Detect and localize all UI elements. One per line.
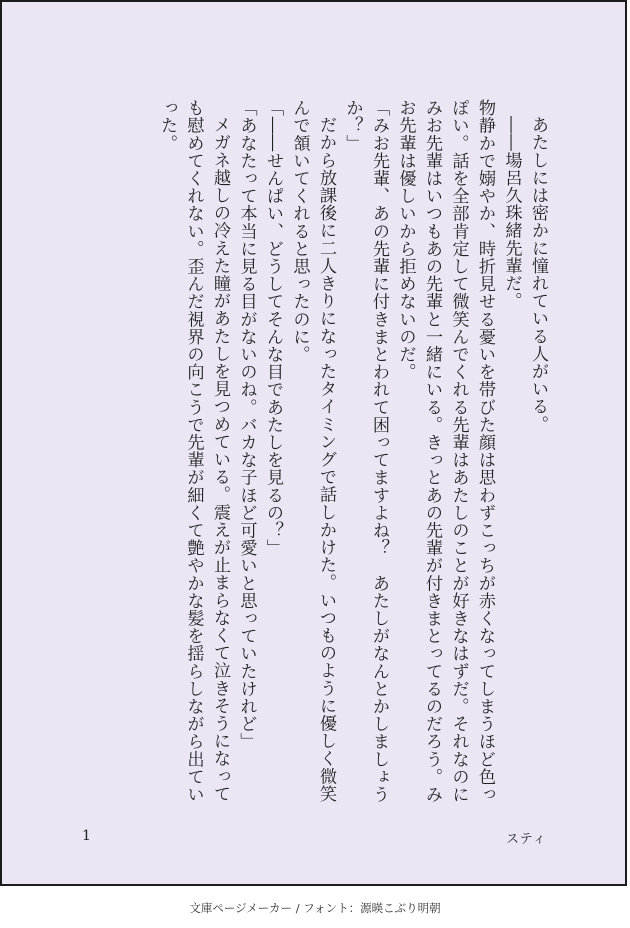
paragraph: 「あなたって本当に見る目がないのね。バカな子ほど可愛いと思っていたけれど」 [236,99,257,751]
page-number: 1 [82,828,91,844]
paragraph: ――場呂久珠緒先輩だ。 [501,116,522,310]
running-title: スティ [506,832,547,847]
paragraph: 「みお先輩、あの先輩に付きまとわれて困ってますよね？ あたしがなんとかしましょうか？」 [342,99,389,803]
novel-text-body [154,99,552,819]
paragraph: 「――せんぱい、どうしてそんな目であたしを見るの？」 [263,99,283,557]
paragraph: だから放課後に二人きりになったタイミングで話しかけた。いつものように優しく微笑んで頷いてくれると思ったのに。 [289,99,336,803]
paragraph: 物静かで嫋やか、時折見せる憂いを帯びた顔は思わずこっちが赤くなってしまうほど色っぽい。話を全部肯定して微笑んでくれる先輩はあたしのことが好きなはずだ。それなのにみお先輩はいつもあの先輩と一緒にいる。きっとあの先輩が付きまとってるのだろう。みお先輩は優しいから拒めないのだ。 [395,99,495,803]
paragraph: メガネ越しの冷えた瞳があたしを見つめている。震えが止まらなくて泣きそうになっても慰めてくれない。歪んだ視界の向こうで先輩が細くて艶やかな髪を揺らしながら出ていった。 [157,99,230,803]
footer-credit: 文庫ページメーカー / フォント：源暎こぶり明朝 [189,901,441,915]
paragraph: あたしには密かに憧れている人がいる。 [528,116,548,433]
